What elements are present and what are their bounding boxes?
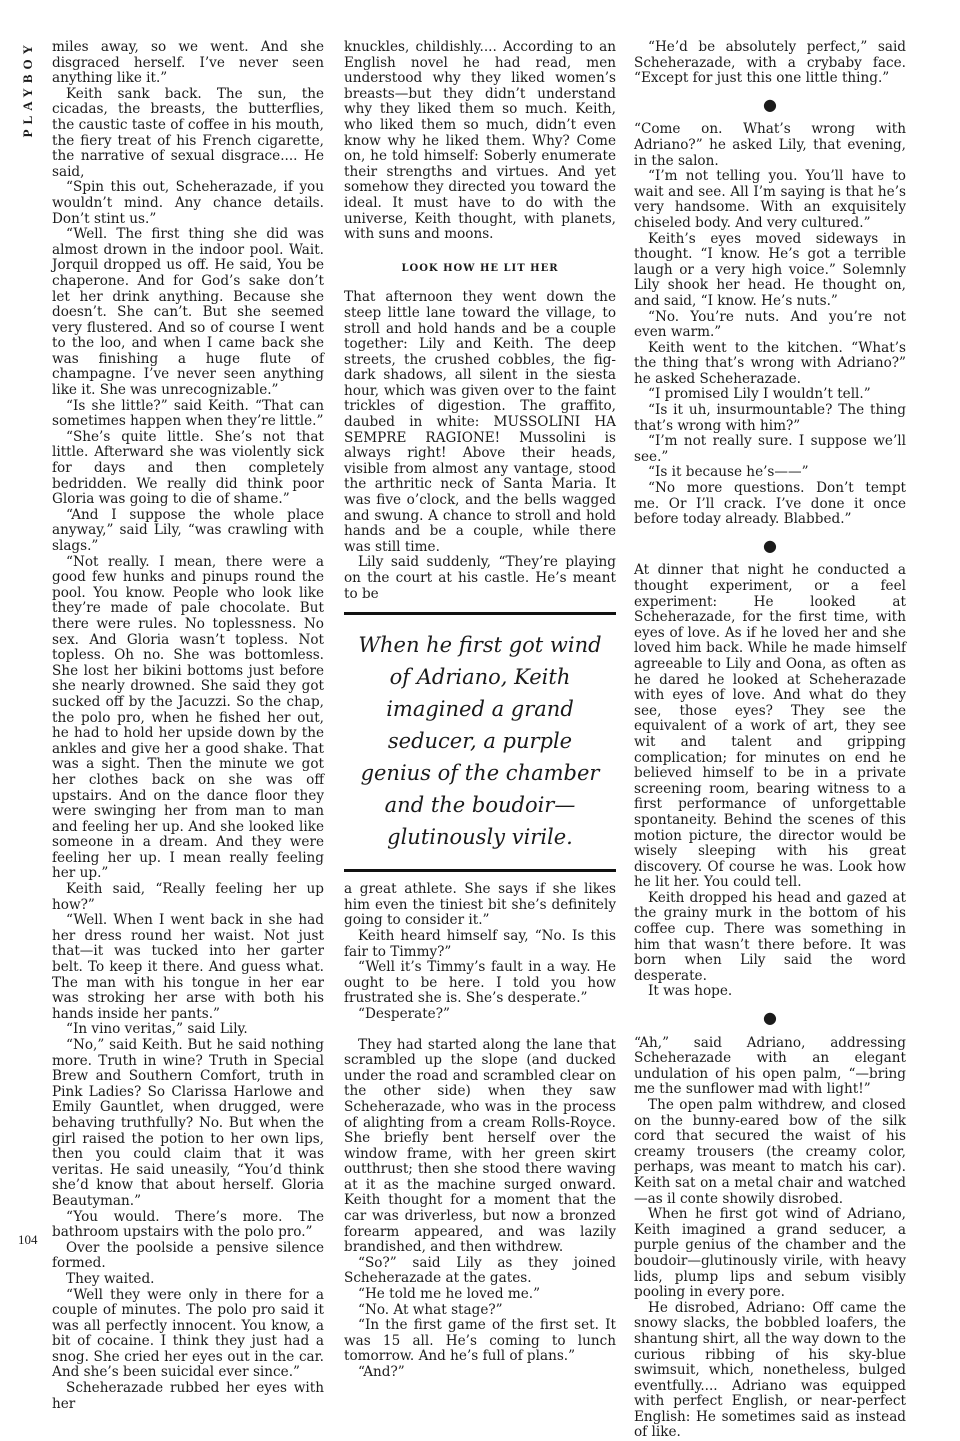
paragraph: “I’m not really sure. I suppose we’ll see.”	[634, 433, 906, 465]
paragraph: They waited.	[66, 1270, 155, 1287]
paragraph: It was hope.	[648, 983, 733, 1000]
paragraph: That afternoon they went down the steep little lane toward the village, to stroll and hold hands and be a couple together: Lily and Keith. The deep streets, the crushed cobbles, the fig-dark shadows, all silent in the siesta hour, which was given over to the faint trickles of digestion. The graffito, daubed in white: MUSSOLINI HA SEMPRE RAGIONE! Mussolini is always right! Above their heads, visible from almost any vantage, stood the arthritic neck of Santa Maria. It was five o’clock, and the bells wagged and swung. A chance to stroll and hold hands and be a couple, while there was still time.	[344, 289, 616, 555]
paragraph: “And?”	[358, 1364, 405, 1380]
paragraph: “No. You’re nuts. And you’re not even warm.”	[634, 308, 906, 341]
paragraph: Keith said, “Really feeling her up how?”	[52, 881, 324, 913]
paragraph: They had started along the lane that scrambled up the slope (and ducked under the road and scrambled clear on the other side) when they saw Scheherazade, who was in the process of alighting from a cream Rolls-Royce. She briefly bent herself over the window frame, with her green skirt outthrust; then she stood there waving at it as the machine surged onward. Keith thought for a moment that the car was driverless, but now a bronzed forearm appeared, and was lazily brandished, and then withdrew.	[344, 1036, 616, 1256]
paragraph: “Come on. What’s wrong with Adriano?” he asked Lily, that evening, in the salon.	[634, 121, 906, 169]
col2-text-bottom	[344, 1038, 616, 1381]
col2-text-mid	[344, 290, 616, 602]
paragraph: “Ah,” said Adriano, addressing Scheherazade with an elegant undulation of his open palm, “—bring me the sunflower mad with light!”	[634, 1034, 906, 1098]
page-number: 104	[18, 1232, 38, 1247]
paragraph: “No more questions. Don’t tempt me. Or I’ll crack. I’ve done it once before today already. Blabbed.”	[634, 480, 906, 528]
paragraph: “Spin this out, Scheherazade, if you wouldn’t mind. Any chance details. Don’t stint us.”	[52, 179, 324, 227]
paragraph: “I promised Lily I wouldn’t tell.”	[648, 386, 871, 403]
paragraph: Keith heard himself say, “No. Is this fair to Timmy?”	[344, 927, 616, 960]
paragraph: “I’m not telling you. You’ll have to wait and see. All I’m saying is that he’s very handsome. With an exquisitely chiseled body. And very cultured.”	[634, 168, 906, 231]
paragraph: When he first got wind of Adriano, Keith imagined a grand seducer, a purple genius of the chamber and the boudoir—glutinously virile, with heavy lids, plump lips and sebum visibly pooling in every pore.	[634, 1206, 906, 1301]
paragraph: “Is it uh, insurmountable? The thing that’s wrong with him?”	[634, 402, 906, 434]
paragraph: “She’s quite little. She’s not that little. Afterward she was violently sick for days and then completely bedridden. We really did think poor Gloria was going to die of shame.”	[52, 428, 324, 508]
paragraph: Scheherazade rubbed her eyes with her	[52, 1380, 324, 1412]
paragraph: “No. At what stage?”	[358, 1301, 503, 1318]
paragraph: Lily said suddenly, “They’re playing on the court at his castle. He’s meant to be	[344, 554, 616, 602]
paragraph: The open palm withdrew, and closed on the bunny-eared bow of the silk cord that secured the waist of his creamy trousers (the creamy color, perhaps, was meant to match his car). Keith sat on a metal chair and watched—as il conte showily disrobed.	[634, 1097, 906, 1207]
paragraph: “Is she little?” said Keith. “That can sometimes happen when they’re little.”	[52, 397, 324, 430]
col3-text-4	[634, 1036, 906, 1441]
paragraph: Keith went to the kitchen. “What’s the thing that’s wrong with Adriano?” he asked Scheherazade.	[634, 339, 906, 387]
paragraph: Keith dropped his head and gazed at the grainy murk in the bottom of his coffee cup. There was something in him that wasn’t there before. It was born when Lily said the word desperate.	[634, 889, 906, 984]
column-2	[344, 40, 616, 1381]
paragraph: knuckles, childishly.... According to an English novel he had read, men understood why they liked women’s breasts—but they didn’t understand why they liked them so much. Keith, who liked them so much, didn’t even know why he liked them. Why? Come on, he told himself: Soberly enumerate their strengths and virtues. And yet somehow they directed you toward the ideal. It must have to do with the universe, Keith thought, with planets, with suns and moons.	[344, 39, 616, 243]
paragraph: Over the poolside a pensive silence formed.	[52, 1239, 324, 1272]
magazine-masthead: PLAYBOY	[20, 40, 35, 138]
col3-text-3	[634, 563, 906, 1000]
paragraph: At dinner that night he conducted a thought experiment, or a feel experiment: He looked at Scheherazade, for the first time, with eyes of love. As if he loved her and she loved him back. While he made himself agreeable to Lily and Oona, as often as he dared he looked at Scheherazade with eyes of love. And what do they see, those eyes? They see the equivalent of a work of art, they see wit and talent and gripping complication; for minutes on end he believed himself to be in a private screening room, bearing witness to a first performance of unforgettable spontaneity. Behind the scenes of this motion picture, the director would be wisely sleeping with his great discovery. Of course he was. Look how he lit her. You could tell.	[634, 562, 906, 891]
paragraph: “In the first game of the first set. It was 15 all. He’s coming to lunch tomorrow. And he’s full of plans.”	[344, 1317, 616, 1365]
col1-text	[52, 40, 324, 1412]
column-1	[52, 40, 324, 1412]
section-divider-2: ●	[763, 535, 777, 555]
col2-text-lower	[344, 882, 616, 1022]
paragraph: Keith’s eyes moved sideways in thought. “I know. He’s got a terrible laugh or a very high voice.” Solemnly Lily shook her head. He thought on, and said, “I know. He’s nuts.”	[634, 230, 906, 309]
section-divider-3: ●	[763, 1008, 777, 1028]
paragraph: He disrobed, Adriano: Off came the snowy slacks, the bobbled loafers, the shantung shirt, all the way down to the curious ribbing of his sky-blue swimsuit, which, nonetheless, bulged eventfully.... Adriano was equipped with perfect English, or near-perfect English: He sometimes said as instead of like.	[634, 1299, 906, 1441]
pull-quote: When he first got wind of Adriano, Keith imagined a grand seducer, a purple genius of the chamber and the boudoir—glutinously virile.	[344, 612, 616, 872]
paragraph: “No,” said Keith. But he said nothing more. Truth in wine? Truth in Special Brew and Southern Comfort, truth in Pink Ladies? So Clarissa Harlowe and Emily Gauntlet, when drugged, were behaving truthfully? No. But when the girl raised the potion to her own lips, then you could claim that it was veritas. He said uneasily, “You’d think she’d know that about herself. Gloria Beautyman.”	[52, 1037, 324, 1209]
paragraph: “Well it’s Timmy’s fault in a way. He ought to be here. I told you how frustrated she is. She’s desperate.”	[344, 959, 616, 1007]
paragraph: “He’d be absolutely perfect,” said Scheherazade, with a crybaby face. “Except for just this one little thing.”	[634, 39, 906, 87]
paragraph: “Well they were only in there for a couple of minutes. The polo pro said it was all perfectly innocent. You know, a bit of cocaine. I think they just had a snog. She cried her eyes out in the car. And she’s been suicidal ever since.”	[52, 1286, 324, 1381]
paragraph: “Well. When I went back in she had her dress round her waist. Not just that—it was tucked into her garter belt. To keep it there. And guess what. The man with his tongue in her ear was stroking her arse with both his hands inside her pants.”	[52, 912, 324, 1022]
paragraph: “He told me he loved me.”	[358, 1286, 541, 1303]
col3-text-top	[634, 40, 906, 87]
paragraph: “You would. There’s more. The bathroom upstairs with the polo pro.”	[52, 1208, 324, 1241]
paragraph: “Well. The first thing she did was almost drown in the indoor pool. Wait. Jorquil dropped us off. He said, You be chaperone. And for God’s sake don’t let her drink anything. Because she doesn’t. She can’t. But she seemed very flustered. And so of course I went to the loo, and when I came back she was finishing a huge flute of champagne. I’ve never seen anything like it. She was unrecognizable.”	[52, 226, 324, 399]
paragraph: Keith sank back. The sun, the cicadas, the breasts, the butterflies, the caustic taste of coffee in his mouth, the fiery treat of his French cigarette, the narrative of sexual disgrace.... He said,	[52, 85, 324, 180]
paragraph: miles away, so we went. And she disgraced herself. I’ve never seen anything like it.”	[52, 39, 324, 87]
paragraph: “Is it because he’s——”	[648, 464, 809, 481]
column-3	[634, 40, 906, 1441]
paragraph: “And I suppose the whole place anyway,” said Lily, “was crawling with slags.”	[52, 506, 324, 554]
paragraph: “Desperate?”	[358, 1005, 450, 1022]
paragraph: “In vino veritas,” said Lily.	[66, 1021, 248, 1038]
paragraph: “Not really. I mean, there were a good few hunks and pinups round the pool. You know. People who look like they’re made of pale chocolate. But there were rules. No toplessness. No sex. And Gloria wasn’t topless. Not topless. Oh no. She was bottomless. She lost her bikini bottoms just before she nearly drowned. She said they got sucked off by the Jacuzzi. So the chap, the polo pro, when he fished her out, he had to hold her upside down by the ankles and give her a good shake. That was a sight. Then the minute we got her clothes back on she was off upstairs. And on the dance floor they were swinging her from man to man and feeling her up. And she looked like someone in a dream. And they were feeling her up. I mean really feeling her up.”	[52, 553, 324, 882]
col2-text-top	[344, 40, 616, 243]
col3-text-2	[634, 122, 906, 527]
section-heading: LOOK HOW HE LIT HER	[401, 262, 559, 274]
paragraph: “So?” said Lily as they joined Scheherazade at the gates.	[344, 1254, 616, 1287]
section-divider-1: ●	[763, 94, 777, 114]
paragraph: a great athlete. She says if she likes him even the tiniest bit she’s definitely going to consider it.”	[344, 881, 616, 929]
